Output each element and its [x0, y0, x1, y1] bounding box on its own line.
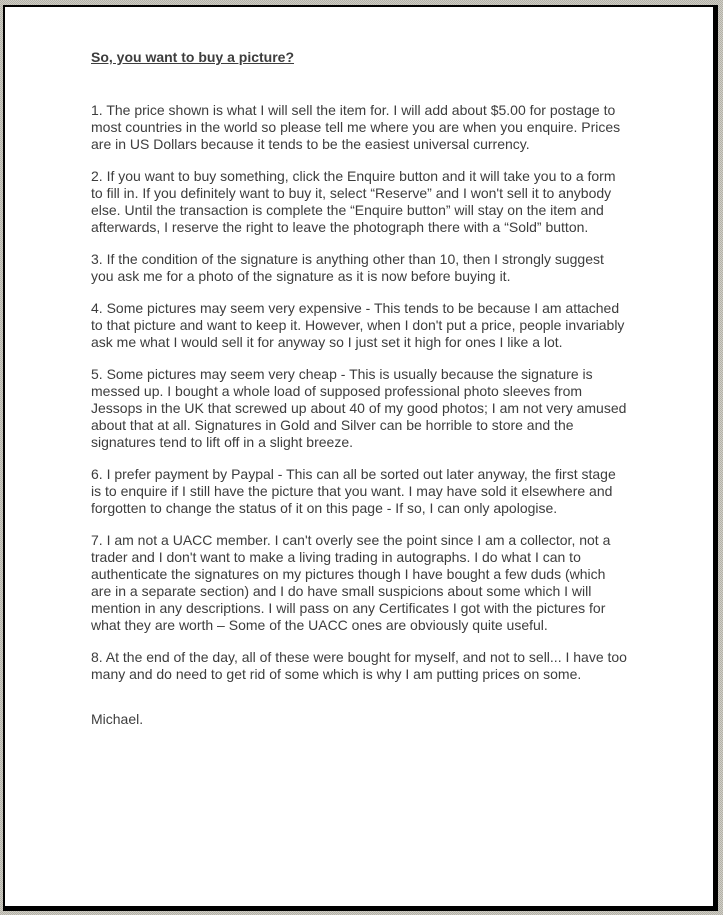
document-content: [91, 49, 627, 728]
paragraph-1: 1. The price shown is what I will sell the item for. I will add about $5.00 for postage to most countries in the world so please tell me where you are when you enquire. Prices are in US Dollars because it tends to be the easiest universal currency.: [91, 102, 621, 152]
paragraph-6: 6. I prefer payment by Paypal - This can all be sorted out later anyway, the first stage is to enquire if I still have the picture that you want. I may have sold it elsewhere and forgotten to change the status of it on this page - If so, I can only apologise.: [91, 466, 616, 516]
page-title: So, you want to buy a picture?: [91, 49, 295, 65]
paragraph-3: 3. If the condition of the signature is anything other than 10, then I strongly suggest you ask me for a photo of the signature as it is now before buying it.: [91, 251, 604, 284]
paragraph-8: 8. At the end of the day, all of these were bought for myself, and not to sell... I have too many and do need to get rid of some which is why I am putting prices on some.: [91, 649, 627, 682]
paragraph-5: 5. Some pictures may seem very cheap - This is usually because the signature is messed up. I bought a whole load of supposed professional photo sleeves from Jessops in the UK that screwed up about 40 of my good photos; I am not very amused about that at all. Signatures in Gold and Silver can be horrible to store and the signatures tend to lift off in a slight breeze.: [91, 366, 627, 450]
signature: Michael.: [91, 711, 144, 727]
paragraph-4: 4. Some pictures may seem very expensive - This tends to be because I am attached to that picture and want to keep it. However, when I don't put a price, people invariably ask me what I would sell it for anyway so I just set it high for ones I like a lot.: [91, 300, 625, 350]
document-page: [3, 5, 718, 911]
paragraph-7: 7. I am not a UACC member. I can't overly see the point since I am a collector, not a trader and I don't want to make a living trading in autographs. I do what I can to authenticate the signatures on my pictures though I have bought a few duds (which are in a separate section) and I do have small suspicions about some which I will mention in any descriptions. I will pass on any Certificates I got with the pictures for what they are worth – Some of the UACC ones are obviously quite useful.: [91, 532, 611, 633]
paragraph-2: 2. If you want to buy something, click the Enquire button and it will take you to a form to fill in. If you definitely want to buy it, select “Reserve” and I won't sell it to anybody else. Until the transaction is complete the “Enquire button” will stay on the item and afterwards, I reserve the right to leave the photograph there with a “Sold” button.: [91, 168, 616, 235]
